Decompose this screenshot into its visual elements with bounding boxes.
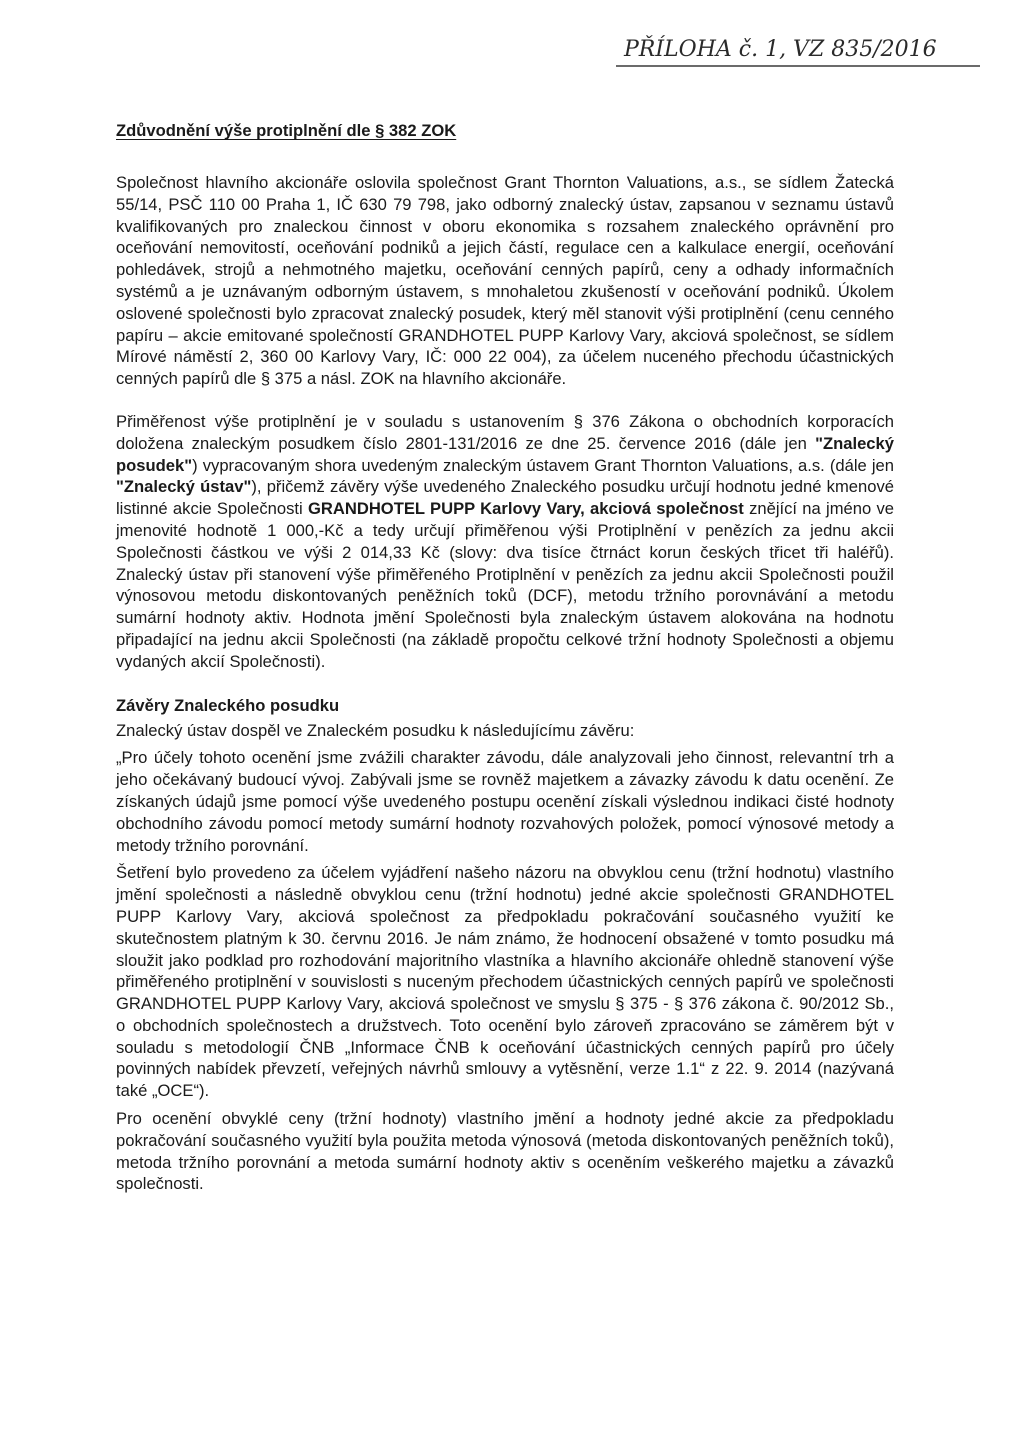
paragraph-quote-3: Pro ocenění obvyklé ceny (tržní hodnoty) vlastního jmění a hodnoty jedné akcie za předpokladu pokračování současného využití byla použita metoda výnosová (metoda diskontovaných peněžních toků), metoda tržního porovnání a metoda sumární hodnoty aktiv s oceněním veškerého majetku a závazků společnosti. (116, 1109, 894, 1194)
paragraph-quote-1: „Pro účely tohoto ocenění jsme zvážili charakter závodu, dále analyzovali jeho činnost, relevantní trh a jeho očekávaný budoucí vývoj. Zabývali jsme se rovněž majetkem a závazky závodu k datu ocenění. Ze získaných údajů jsme pomocí výše uvedeného postupu ocenění získali výslednou indikaci čisté hodnoty obchodního závodu pomocí metody sumární hodnoty rozvahových položek, pomocí výnosové metody a metody tržního porovnání. (116, 748, 894, 855)
company-name: GRANDHOTEL PUPP Karlovy Vary, akciová společnost (307, 499, 744, 519)
term-expert-opinion: "Znalecký posudek" (116, 433, 894, 475)
paragraph-quote-2: Šetření bylo provedeno za účelem vyjádření našeho názoru na obvyklou cenu (tržní hodnotu) vlastního jmění společnosti a následně obvyklou cenu (tržní hodnotu) jedné akcie společnosti GRANDHOTEL PUPP Karlovy Vary, akciová společnost za předpokladu pokračování současného využití ke skutečnostem platným k 30. červnu 2016. Je nám známo, že hodnocení obsažené v tomto posudku má sloužit jako podklad pro rozhodování majoritního vlastníka a hlavního akcionáře ohledně stanovení výše přiměřeného protiplnění v souvislosti s nuceným přechodem účastnických cenných papírů ve společnosti GRANDHOTEL PUPP Karlovy Vary, akciová společnost ve smyslu § 375 - § 376 zákona č. 90/2012 Sb., o obchodních společnostech a družstvech. Toto ocenění bylo zároveň zpracováno se záměrem být v souladu s metodologií ČNB „Informace ČNB k oceňování účastnických cenných papírů pro účely povinných nabídek převzetí, veřejných návrhů smlouvy a vytěsnění, verze 1.1“ z 22. 9. 2014 (nazývaná také „OCE“). (116, 863, 894, 1101)
paragraph-conclusion-intro: Znalecký ústav dospěl ve Znaleckém posudku k následujícímu závěru: (116, 720, 635, 740)
section-title-justification: Zdůvodnění výše protiplnění dle § 382 ZOK (116, 121, 457, 140)
section-title-conclusions: Závěry Znaleckého posudku (116, 695, 340, 715)
handwritten-annotation (612, 18, 982, 88)
paragraph-adequacy: Přiměřenost výše protiplnění je v souladu s ustanovením § 376 Zákona o obchodních korporacích doložena znaleckým posudkem číslo 2801-131/2016 ze dne 25. července 2016 (dále jen "Znalecký posudek") vypracovaným shora uvedeným znaleckým ústavem Grant Thornton Valuations, a.s. (dále jen "Znalecký ústav"), přičemž závěry výše uvedeného Znaleckého posudku určují hodnotu jedné kmenové listinné akcie Společnosti GRANDHOTEL PUPP Karlovy Vary, akciová společnost znějící na jméno ve jmenovité hodnotě 1 000,-Kč a tedy určují přiměřenou výši Protiplnění v penězích za jednu akcii Společnosti částkou ve výši 2 014,33 Kč (slovy: dva tisíce čtrnáct korun českých třicet tři haléřů). Znalecký ústav při stanovení výše přiměřeného Protiplnění v penězích za jednu akcii Společnosti použil výnosovou metodu diskontovaných peněžních toků (DCF), metodu tržního porovnávání a metodu sumární hodnoty aktiv. Hodnota jmění Společnosti byla znaleckým ústavem alokována na hodnotu připadající na jednu akcii Společnosti (na základě propočtu celkové tržní hodnoty Společnosti a objemu vydaných akcií Společnosti). (116, 411, 895, 671)
paragraph-engagement: Společnost hlavního akcionáře oslovila společnost Grant Thornton Valuations, a.s., se sídlem Žatecká 55/14, PSČ 110 00 Praha 1, IČ 630 79 798, jako odborný znalecký ústav, zapsanou v seznamu ústavů kvalifikovaných pro znaleckou činnost v oboru ekonomika s rozsahem znaleckého oprávnění pro oceňování nemovitostí, oceňování podniků a jejich částí, regulace cen a kalkulace energií, oceňování pohledávek, strojů a nehmotného majetku, oceňování cenných papírů, ceny a odhady informačních systémů a je uznávaným odborným ústavem, s mnohaletou zkušeností v oceňování podniků. Úkolem oslovené společnosti bylo zpracovat znalecký posudek, který měl stanovit výši protiplnění (cenu cenného papíru – akcie emitované společností GRANDHOTEL PUPP Karlovy Vary, akciová společnost, se sídlem Mírové náměstí 2, 360 00 Karlovy Vary, IČ: 000 22 004), za účelem nuceného přechodu účastnických cenných papírů dle § 375 a násl. ZOK na hlavního akcionáře. (116, 173, 894, 389)
term-expert-institute: "Znalecký ústav" (116, 477, 252, 497)
document-page (116, 121, 894, 1195)
annotation-text: PŘÍLOHA č. 1, VZ 835/2016 (624, 37, 937, 62)
